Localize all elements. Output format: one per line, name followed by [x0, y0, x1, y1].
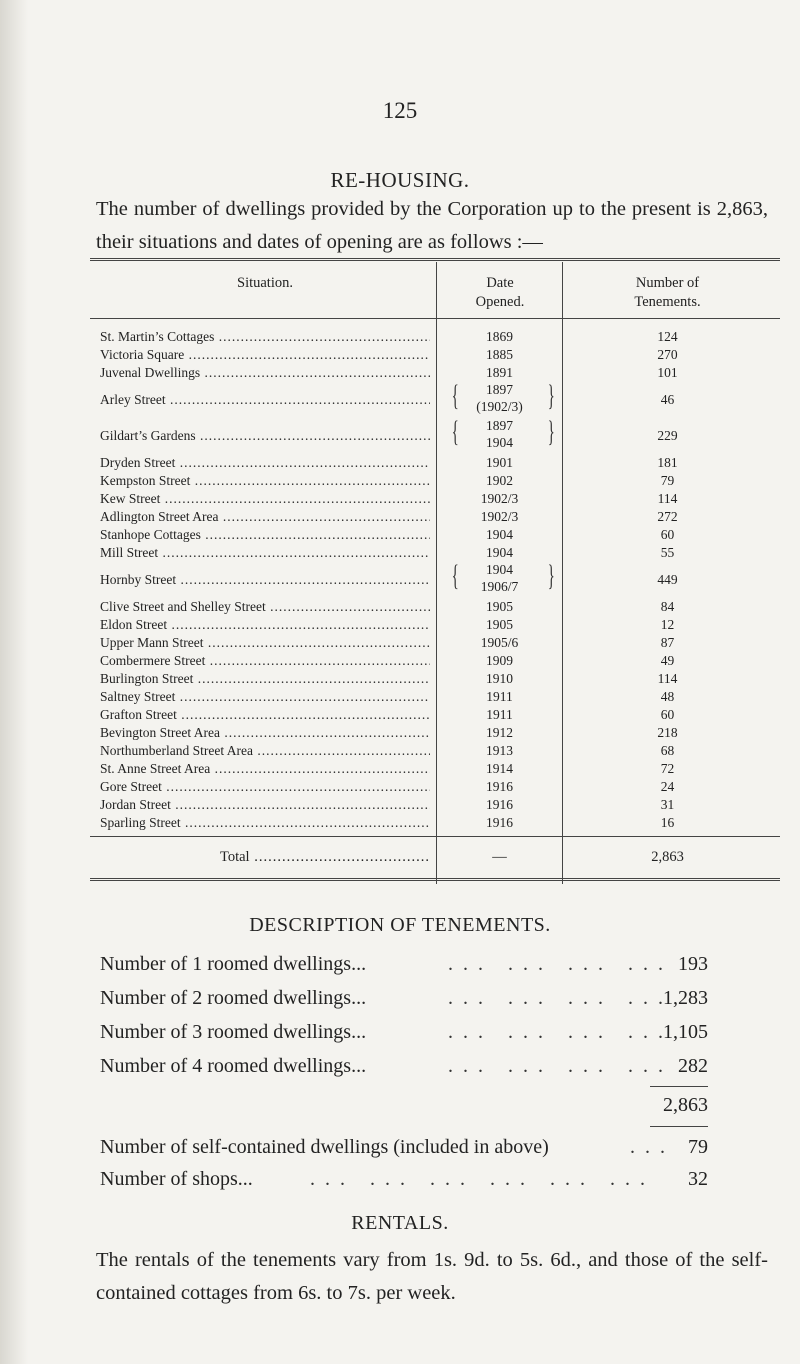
row-date: 1891 — [486, 365, 513, 380]
row-date: 1912 — [486, 725, 513, 740]
row-date: 1910 — [486, 671, 513, 686]
row-tenements: 49 — [660, 653, 675, 668]
row-tenements: 449 — [657, 572, 678, 587]
row-date-line1: 1897 — [486, 382, 513, 397]
row-tenements: 16 — [660, 815, 675, 830]
table-row — [100, 796, 770, 814]
row-situation: Gore Street ..... — [100, 778, 430, 796]
description-value: 282 — [678, 1055, 708, 1077]
row-tenements: 24 — [660, 779, 675, 794]
leader-dots: ... ... ... ... ... ... — [310, 1168, 655, 1190]
row-tenements: 114 — [657, 671, 678, 686]
table-row — [100, 379, 770, 416]
row-date-line1: 1897 — [486, 418, 513, 433]
row-situation: Juvenal Dwellings ..... — [100, 364, 430, 382]
description-extra-line — [100, 1164, 708, 1194]
description-value: 32 — [688, 1168, 708, 1190]
table-row — [100, 742, 770, 760]
row-date: 1904 — [486, 527, 513, 542]
description-line — [100, 1051, 708, 1081]
header-tenements-line1: Number of — [635, 275, 700, 291]
row-tenements: 79 — [660, 473, 675, 488]
row-tenements: 12 — [660, 617, 675, 632]
row-situation: Bevington Street Area ..... — [100, 724, 430, 742]
description-value: 1,105 — [663, 1021, 708, 1043]
leader-dots: ... ... ... ... — [448, 1021, 673, 1043]
row-situation: Victoria Square ..... — [100, 346, 430, 364]
page-edge-shadow — [0, 0, 28, 1364]
row-situation: Burlington Street ..... — [100, 670, 430, 688]
table-row — [100, 760, 770, 778]
row-tenements: 46 — [660, 392, 675, 407]
header-date-line1: Date — [486, 275, 514, 291]
row-date: 1902/3 — [480, 491, 519, 506]
table-row — [100, 364, 770, 382]
table-top-rule — [90, 258, 780, 261]
description-label: Number of shops... — [100, 1168, 253, 1190]
table-row — [100, 544, 770, 562]
row-tenements: 272 — [657, 509, 678, 524]
row-tenements: 60 — [660, 527, 675, 542]
row-date: 1902/3 — [480, 509, 519, 524]
row-situation: St. Martin’s Cottages ..... — [100, 328, 430, 346]
description-extra-line — [100, 1132, 708, 1162]
row-date: 1911 — [486, 707, 513, 722]
sum-rule-bottom — [650, 1126, 708, 1127]
row-tenements: 270 — [657, 347, 678, 362]
table-row — [100, 415, 770, 452]
table-row — [100, 688, 770, 706]
leader-dots: ... — [630, 1136, 675, 1158]
row-date-line2: 1906/7 — [480, 579, 519, 594]
table-row — [100, 559, 770, 596]
row-date: 1913 — [486, 743, 513, 758]
description-heading: DESCRIPTION OF TENEMENTS. — [249, 914, 551, 936]
row-date: 1905/6 — [480, 635, 519, 650]
header-tenements-line2: Tenements. — [634, 294, 701, 310]
header-rule — [90, 318, 780, 319]
description-sum — [100, 1090, 708, 1120]
description-line — [100, 1017, 708, 1047]
row-date-line2: (1902/3) — [476, 399, 523, 414]
row-situation: Gildart’s Gardens ..... — [100, 427, 430, 445]
row-tenements: 124 — [657, 329, 678, 344]
rehousing-heading: RE-HOUSING. — [330, 168, 470, 192]
row-tenements: 114 — [657, 491, 678, 506]
row-situation: Northumberland Street Area ..... — [100, 742, 430, 760]
row-situation: Clive Street and Shelley Street ..... — [100, 598, 430, 616]
table-row — [100, 598, 770, 616]
row-situation: St. Anne Street Area ..... — [100, 760, 430, 778]
right-brace: } — [547, 379, 555, 412]
right-brace: } — [547, 559, 555, 592]
total-tenements: 2,863 — [651, 849, 684, 865]
row-situation: Stanhope Cottages ..... — [100, 526, 430, 544]
row-date: 1916 — [486, 815, 513, 830]
row-tenements: 101 — [657, 365, 678, 380]
row-date: 1901 — [486, 455, 513, 470]
leader-dots: ... ... ... ... — [448, 1055, 673, 1077]
row-tenements: 229 — [657, 428, 678, 443]
dwellings-table-continued — [100, 778, 770, 888]
row-date: 1914 — [486, 761, 513, 776]
description-value: 193 — [678, 953, 708, 975]
row-date: 1909 — [486, 653, 513, 668]
table-row — [100, 616, 770, 634]
row-date: 1869 — [486, 329, 513, 344]
table-row — [100, 706, 770, 724]
row-tenements: 31 — [660, 797, 675, 812]
total-rule — [90, 836, 780, 837]
right-brace: } — [547, 415, 555, 448]
row-date: 1916 — [486, 797, 513, 812]
row-situation: Mill Street ..... — [100, 544, 430, 562]
row-date: 1905 — [486, 599, 513, 614]
left-brace: { — [451, 379, 459, 412]
left-brace: { — [451, 415, 459, 448]
row-situation: Hornby Street ..... — [100, 571, 430, 589]
header-situation: Situation. — [237, 275, 293, 291]
row-tenements: 48 — [660, 689, 675, 704]
row-tenements: 84 — [660, 599, 675, 614]
leader-dots: ... ... ... ... — [448, 987, 673, 1009]
total-date: — — [492, 849, 507, 865]
row-date-line1: 1904 — [486, 562, 513, 577]
sum-rule-top — [650, 1086, 708, 1087]
rehousing-intro: The number of dwellings provided by the Corporation up to the present is 2,863, their situations and dates of opening are as follows :— — [96, 198, 768, 253]
table-row — [100, 634, 770, 652]
row-situation: Jordan Street ..... — [100, 796, 430, 814]
row-tenements: 68 — [660, 743, 675, 758]
left-brace: { — [451, 559, 459, 592]
row-date: 1885 — [486, 347, 513, 362]
description-label: Number of self-contained dwellings (included in above) — [100, 1136, 549, 1158]
description-line — [100, 983, 708, 1013]
row-tenements: 55 — [660, 545, 675, 560]
description-label: Number of 4 roomed dwellings... — [100, 1055, 367, 1077]
table-row — [100, 454, 770, 472]
leader-dots: ... ... ... ... — [448, 953, 673, 975]
description-label: Number of 3 roomed dwellings... — [100, 1021, 367, 1043]
row-situation: Upper Mann Street ..... — [100, 634, 430, 652]
table-row — [100, 346, 770, 364]
description-label: Number of 2 roomed dwellings... — [100, 987, 367, 1009]
row-date: 1904 — [486, 545, 513, 560]
sum-value: 2,863 — [663, 1094, 708, 1116]
table-row — [100, 508, 770, 526]
row-tenements: 72 — [660, 761, 675, 776]
total-label: Total ..... — [100, 848, 430, 866]
dwellings-table — [100, 258, 770, 788]
row-tenements: 181 — [657, 455, 678, 470]
row-tenements: 218 — [657, 725, 678, 740]
row-situation: Kempston Street ..... — [100, 472, 430, 490]
row-situation: Saltney Street ..... — [100, 688, 430, 706]
row-situation: Grafton Street ..... — [100, 706, 430, 724]
row-date: 1902 — [486, 473, 513, 488]
row-situation: Eldon Street ..... — [100, 616, 430, 634]
table-row — [100, 670, 770, 688]
row-situation: Combermere Street ..... — [100, 652, 430, 670]
row-date-line2: 1904 — [486, 435, 513, 450]
table-row — [100, 328, 770, 346]
row-tenements: 87 — [660, 635, 675, 650]
rentals-heading: RENTALS. — [351, 1212, 449, 1234]
row-date: 1916 — [486, 779, 513, 794]
rentals-text: The rentals of the tenements vary from 1s. 9d. to 5s. 6d., and those of the self-contained cottages from 6s. to 7s. per week. — [96, 1249, 768, 1304]
table-row — [100, 814, 770, 832]
table-row — [100, 526, 770, 544]
description-line — [100, 949, 708, 979]
row-situation: Sparling Street ..... — [100, 814, 430, 832]
total-row — [100, 848, 770, 866]
row-situation: Dryden Street ..... — [100, 454, 430, 472]
row-date: 1911 — [486, 689, 513, 704]
table-row — [100, 778, 770, 796]
table-row — [100, 724, 770, 742]
row-tenements: 60 — [660, 707, 675, 722]
row-situation: Arley Street ..... — [100, 391, 430, 409]
description-value: 79 — [688, 1136, 708, 1158]
table-row — [100, 472, 770, 490]
description-value: 1,283 — [663, 987, 708, 1009]
table-row — [100, 652, 770, 670]
header-date-line2: Opened. — [475, 294, 525, 310]
row-situation: Adlington Street Area ..... — [100, 508, 430, 526]
description-label: Number of 1 roomed dwellings... — [100, 953, 367, 975]
page-number: 125 — [382, 98, 418, 123]
row-situation: Kew Street ..... — [100, 490, 430, 508]
row-date: 1905 — [486, 617, 513, 632]
table-row — [100, 490, 770, 508]
table-bottom-rule — [90, 878, 780, 881]
